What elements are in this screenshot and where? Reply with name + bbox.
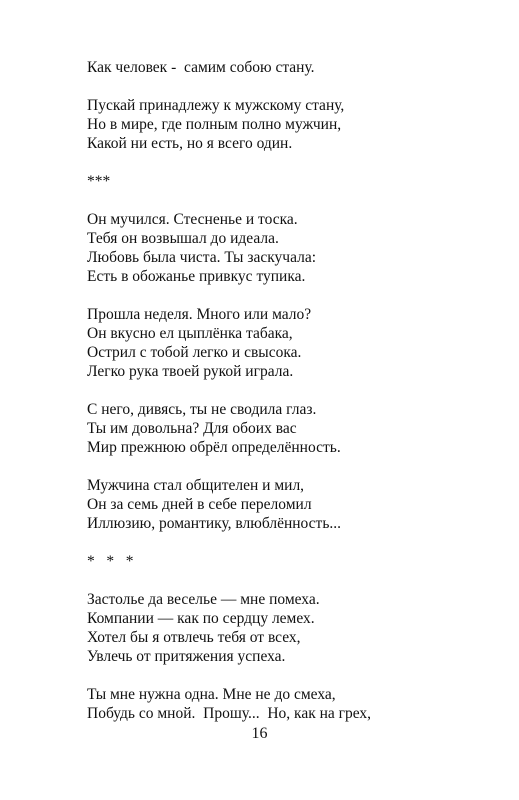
poem-line: Иллюзию, романтику, влюблённость... xyxy=(87,515,342,532)
section-separator: * * * xyxy=(87,553,134,570)
stanza xyxy=(87,400,487,457)
stanza xyxy=(87,590,487,666)
section-separator: *** xyxy=(87,173,111,190)
stanza xyxy=(87,476,487,533)
poem-line: Тебя он возвышал до идеала. xyxy=(87,230,279,247)
poem-line: Мир прежнюю обрёл определённость. xyxy=(87,439,341,456)
poem-line: Легко рука твоей рукой играла. xyxy=(87,363,294,380)
stanza xyxy=(87,210,487,286)
poem-line: Острил с тобой легко и свысока. xyxy=(87,344,302,361)
poem-line: Увлечь от притяжения успеха. xyxy=(87,648,286,665)
poem-line: Есть в обожанье привкус тупика. xyxy=(87,268,306,285)
poem-line: Он мучился. Стесненье и тоска. xyxy=(87,211,298,228)
page-number: 16 xyxy=(251,725,268,742)
poem-line: Пускай принадлежу к мужскому стану, xyxy=(87,97,345,114)
poem-line: Ты мне нужна одна. Мне не до смеха, xyxy=(87,686,336,703)
poem-line: Какой ни есть, но я всего один. xyxy=(87,135,293,152)
poem-line: Застолье да веселье — мне помеха. xyxy=(87,591,320,608)
poem-line: Прошла неделя. Много или мало? xyxy=(87,306,312,323)
stanza xyxy=(87,305,487,381)
poem-line: Мужчина стал общителен и мил, xyxy=(87,477,305,494)
poem-line: Он за семь дней в себе переломил xyxy=(87,496,312,513)
poem-line: Побудь со мной. Прошу... Но, как на грех, xyxy=(87,705,372,722)
poem-text xyxy=(87,58,487,742)
poem-line: Любовь была чиста. Ты заскучала: xyxy=(87,249,317,266)
poem-line: Как человек - самим собою стану. xyxy=(87,59,315,76)
poem-line: Компании — как по сердцу лемех. xyxy=(87,610,315,627)
poem-line: Он вкусно ел цыплёнка табака, xyxy=(87,325,293,342)
stanza xyxy=(87,685,487,723)
stanza xyxy=(87,96,487,153)
poem-line: Ты им довольна? Для обоих вас xyxy=(87,420,297,437)
poem-line: Но в мире, где полным полно мужчин, xyxy=(87,116,342,133)
poem-line: С него, дивясь, ты не сводила глаз. xyxy=(87,401,317,418)
stanza xyxy=(87,58,487,77)
poem-line: Хотел бы я отвлечь тебя от всех, xyxy=(87,629,301,646)
